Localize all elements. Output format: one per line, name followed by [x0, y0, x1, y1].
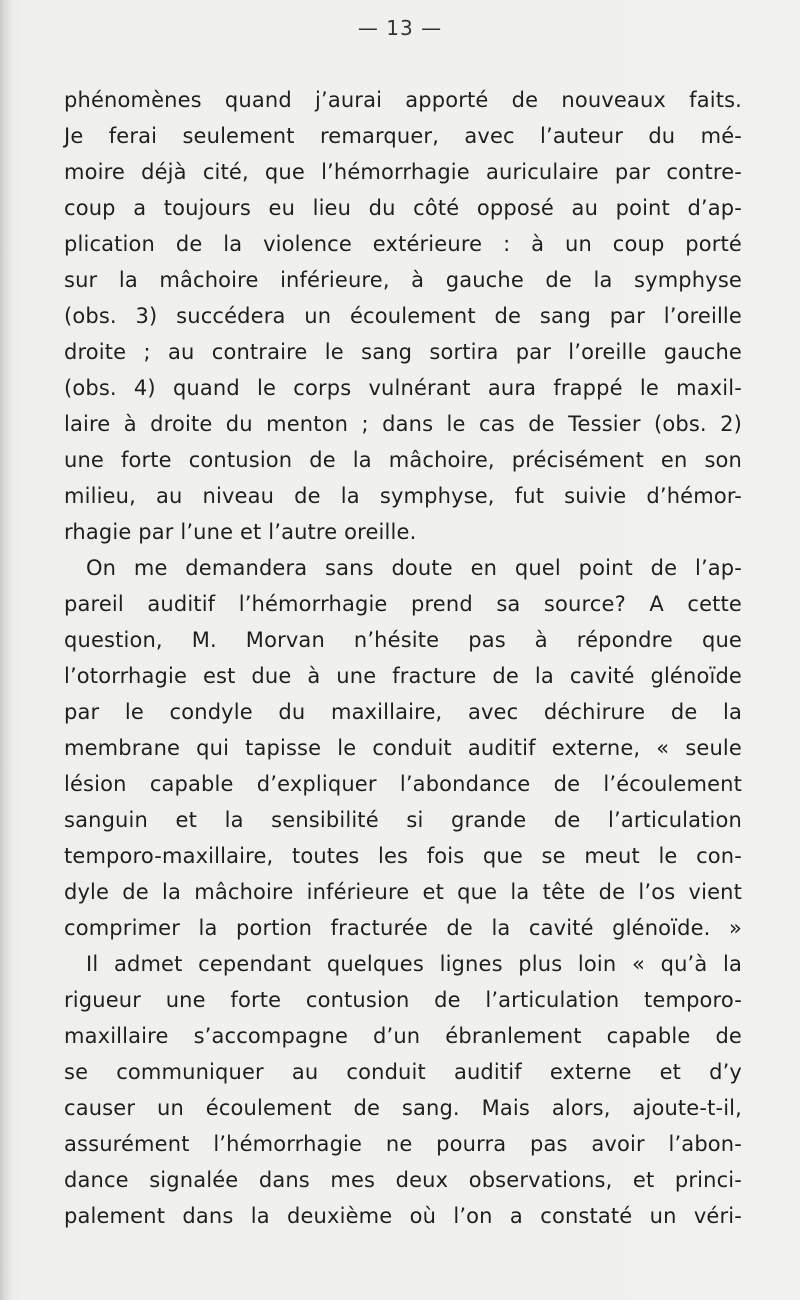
text-line: assurément l’hémorrhagie ne pourra pas avoir l’abon- — [64, 1132, 742, 1156]
text-line: se communiquer au conduit auditif externe et d’y — [64, 1060, 742, 1084]
text-line: pareil auditif l’hémorrhagie prend sa source? A cette — [64, 592, 742, 616]
text-line: lésion capable d’expliquer l’abondance de l’écoulement — [64, 772, 742, 796]
text-line: maxillaire s’accompagne d’un ébranlement capable de — [64, 1024, 742, 1048]
text-line: question, M. Morvan n’hésite pas à répondre que — [64, 628, 742, 652]
text-line: temporo-maxillaire, toutes les fois que se meut le con- — [64, 844, 742, 868]
text-line: sanguin et la sensibilité si grande de l’articulation — [64, 808, 742, 832]
text-line: comprimer la portion fracturée de la cavité glénoïde. » — [64, 916, 742, 940]
text-line: moire déjà cité, que l’hémorrhagie auriculaire par contre- — [64, 160, 742, 184]
text-line: l’otorrhagie est due à une fracture de la cavité glénoïde — [64, 664, 742, 688]
text-line: dyle de la mâchoire inférieure et que la tête de l’os vient — [64, 880, 742, 904]
text-line: (obs. 3) succédera un écoulement de sang par l’oreille — [64, 304, 742, 328]
main-text — [64, 82, 742, 1234]
text-line: On me demandera sans doute en quel point de l’ap- — [86, 556, 742, 580]
page-binding-shadow — [0, 0, 12, 1300]
text-line: palement dans la deuxième où l’on a constaté un véri- — [64, 1204, 742, 1228]
text-line: rigueur une forte contusion de l’articulation temporo- — [64, 988, 742, 1012]
text-line: droite ; au contraire le sang sortira par l’oreille gauche — [64, 340, 742, 364]
text-line: par le condyle du maxillaire, avec déchirure de la — [64, 700, 742, 724]
text-line: Je ferai seulement remarquer, avec l’auteur du mé- — [64, 124, 742, 148]
text-line: laire à droite du menton ; dans le cas de Tessier (obs. 2) — [64, 412, 742, 436]
text-line: (obs. 4) quand le corps vulnérant aura frappé le maxil- — [64, 376, 742, 400]
text-line: membrane qui tapisse le conduit auditif externe, « seule — [64, 736, 742, 760]
text-line: sur la mâchoire inférieure, à gauche de la symphyse — [64, 268, 742, 292]
text-line: coup a toujours eu lieu du côté opposé au point d’ap- — [64, 196, 742, 220]
text-line: dance signalée dans mes deux observations, et princi- — [64, 1168, 742, 1192]
text-line: rhagie par l’une et l’autre oreille. — [64, 520, 417, 544]
page-number: — 13 — — [357, 16, 443, 40]
text-line: causer un écoulement de sang. Mais alors, ajoute-t-il, — [64, 1096, 742, 1120]
text-line: plication de la violence extérieure : à un coup porté — [64, 232, 742, 256]
text-line: une forte contusion de la mâchoire, précisément en son — [64, 448, 742, 472]
text-line: phénomènes quand j’aurai apporté de nouveaux faits. — [64, 88, 742, 112]
text-line: Il admet cependant quelques lignes plus loin « qu’à la — [86, 952, 742, 976]
text-line: milieu, au niveau de la symphyse, fut suivie d’hémor- — [64, 484, 742, 508]
